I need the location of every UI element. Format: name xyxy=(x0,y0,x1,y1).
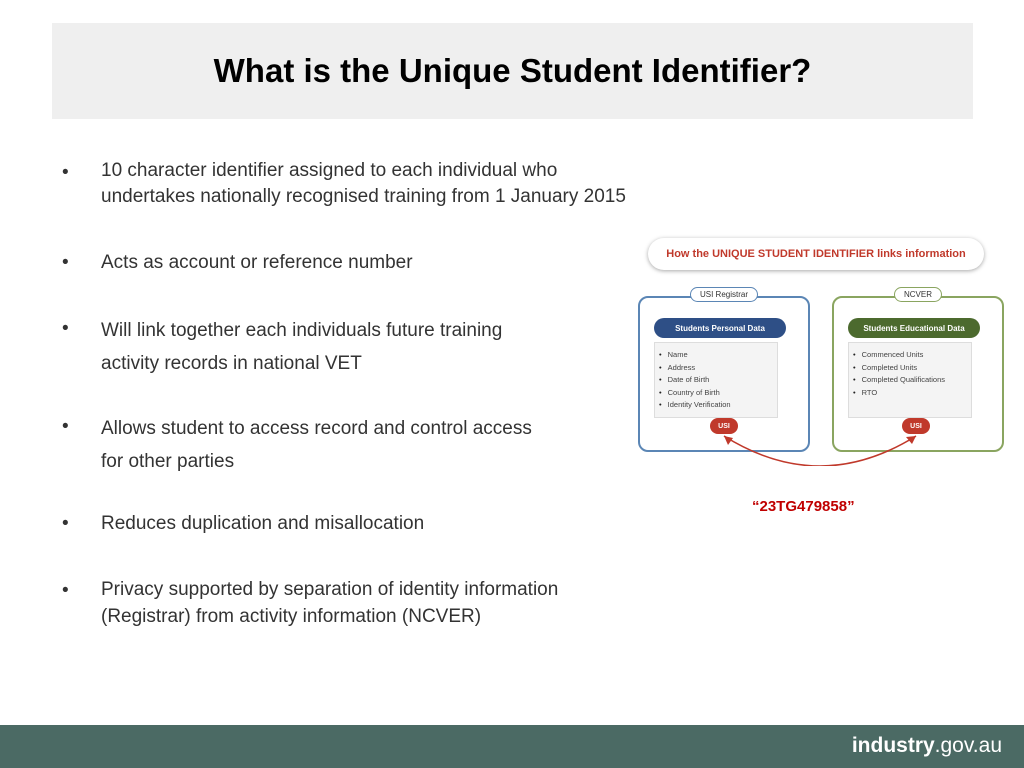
list-item: • RTO xyxy=(853,387,967,400)
footer-bar xyxy=(0,725,1024,768)
list-item: • Commenced Units xyxy=(853,349,967,362)
bullet-text: for other parties xyxy=(101,451,235,472)
bullet-marker: • xyxy=(62,162,69,183)
usi-registrar-tab: USI Registrar xyxy=(690,287,758,302)
bullet-marker: • xyxy=(62,252,69,273)
list-item: • Country of Birth xyxy=(659,387,773,400)
usi-diagram xyxy=(636,234,1008,466)
usi-badge-right: USI xyxy=(902,418,930,434)
bullet-text: Allows student to access record and control access xyxy=(101,418,532,439)
usi-example-number: “23TG479858” xyxy=(752,498,855,515)
list-item: • Identity Verification xyxy=(659,399,773,412)
brand-domain: .gov.au xyxy=(934,734,1002,757)
bullet-marker: • xyxy=(62,580,69,601)
usi-badge-left: USI xyxy=(710,418,738,434)
educational-data-list xyxy=(848,342,972,418)
personal-data-list xyxy=(654,342,778,418)
bullet-text: Reduces duplication and misallocation xyxy=(101,513,425,534)
diagram-header: How the UNIQUE STUDENT IDENTIFIER links information xyxy=(648,238,984,270)
title-banner xyxy=(52,23,973,119)
bullet-text: 10 character identifier assigned to each individual who xyxy=(101,160,558,181)
list-item: • Name xyxy=(659,349,773,362)
list-item: • Date of Birth xyxy=(659,374,773,387)
list-item: • Completed Qualifications xyxy=(853,374,967,387)
industry-logo xyxy=(852,734,1002,758)
bullet-marker: • xyxy=(62,513,69,534)
slide-title: What is the Unique Student Identifier? xyxy=(213,52,812,89)
ncver-tab: NCVER xyxy=(894,287,942,302)
list-item: • Address xyxy=(659,362,773,375)
bullet-text: activity records in national VET xyxy=(101,353,362,374)
bullet-text: Acts as account or reference number xyxy=(101,252,413,273)
bullet-text: undertakes nationally recognised training from 1 January 2015 xyxy=(101,186,626,207)
bullet-text: Will link together each individuals future training xyxy=(101,320,503,341)
bullet-text: Privacy supported by separation of identity information xyxy=(101,579,559,600)
bullet-marker: • xyxy=(62,416,69,437)
personal-data-heading: Students Personal Data xyxy=(654,318,786,338)
brand-bold: industry xyxy=(851,734,935,757)
bullet-text: (Registrar) from activity information (NCVER) xyxy=(101,606,482,627)
list-item: • Completed Units xyxy=(853,362,967,375)
bullet-marker: • xyxy=(62,318,69,339)
educational-data-heading: Students Educational Data xyxy=(848,318,980,338)
